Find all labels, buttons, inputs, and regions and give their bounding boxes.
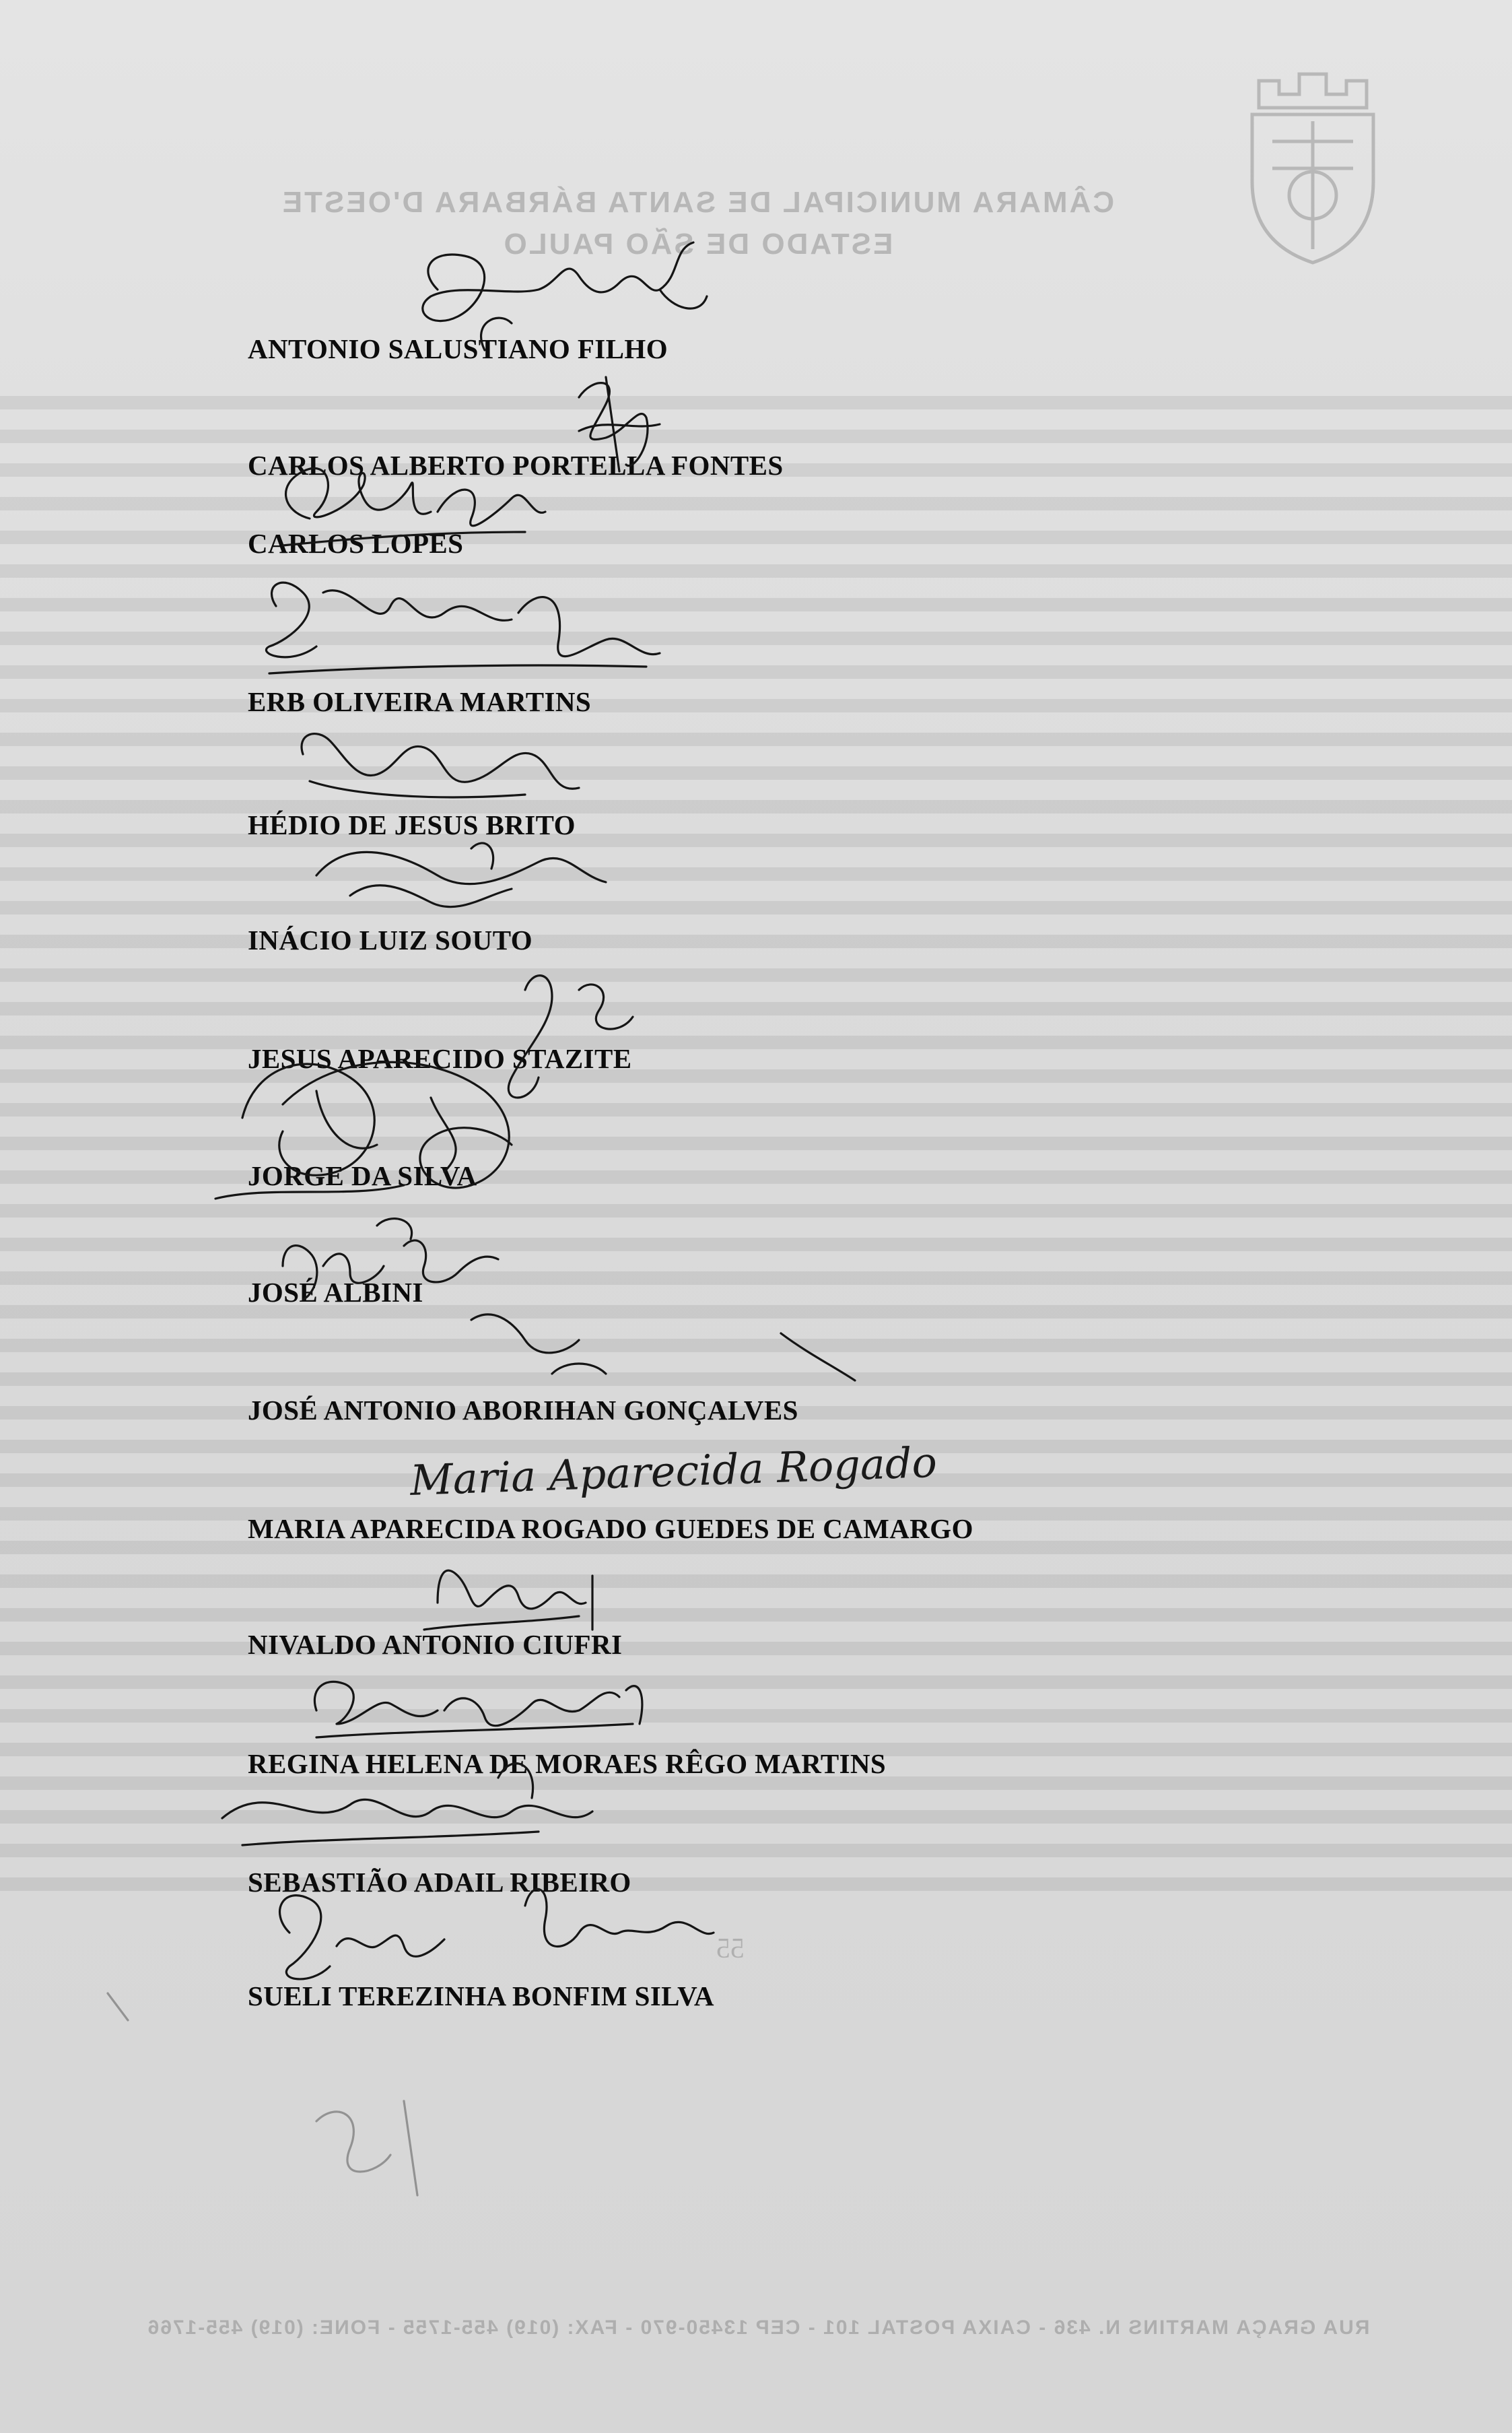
bleed-page-number: 55 [716,1933,745,1964]
signatory-name: ANTONIO SALUSTIANO FILHO [248,333,668,364]
signatory-name: ERB OLIVEIRA MARTINS [248,686,592,717]
signatory-name: JOSÉ ALBINI [248,1277,423,1308]
bleed-footer: RUA GRAÇA MARTINS N. 436 - CAIXA POSTAL 101 - CEP 13450-970 - FAX: (019) 455-1755 - FONE: (019) 455-1766 [146,2317,1370,2339]
signatory-name: REGINA HELENA DE MORAES RÊGO MARTINS [248,1748,887,1779]
signatory-name: CARLOS ALBERTO PORTELLA FONTES [248,450,784,481]
signatory-name: NIVALDO ANTONIO CIUFRI [248,1629,623,1660]
signatory-name: JOSÉ ANTONIO ABORIHAN GONÇALVES [248,1395,798,1426]
signatory-name: CARLOS LOPES [248,528,464,559]
signatory-name: INÁCIO LUIZ SOUTO [248,925,532,956]
signature-maria-text: Maria Aparecida Rogado [409,1437,938,1505]
bleed-header-line2: ESTADO DE SÃO PAULO [502,228,893,261]
signatory-name: HÉDIO DE JESUS BRITO [248,809,576,840]
signatory-name: SUELI TEREZINHA BONFIM SILVA [248,1980,714,2011]
signatory-name: MARIA APARECIDA ROGADO GUEDES DE CAMARGO [248,1513,973,1544]
bleed-header-line1: CÂMARA MUNICIPAL DE SANTA BÁRBARA D'OESTE [280,186,1115,219]
signatory-name: JESUS APARECIDO STAZITE [248,1043,632,1074]
signatory-name: JORGE DA SILVA [248,1160,477,1191]
signatory-name: SEBASTIÃO ADAIL RIBEIRO [248,1867,631,1898]
